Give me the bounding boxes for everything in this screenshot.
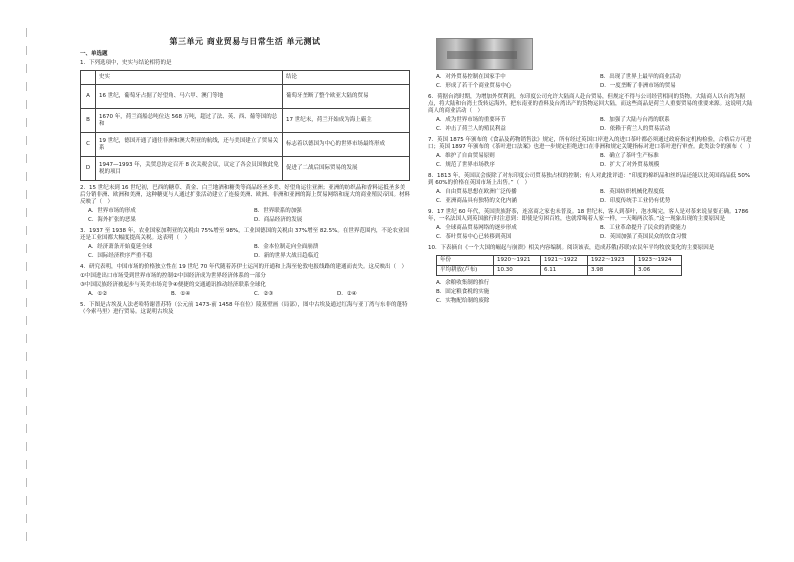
mural-image bbox=[436, 38, 533, 70]
option: A．维护了自由贸易原则 bbox=[436, 153, 495, 159]
table-row bbox=[81, 109, 410, 133]
table-header-row bbox=[437, 256, 682, 266]
question-4-options bbox=[88, 291, 410, 298]
table-row bbox=[81, 133, 410, 157]
option: D．②④ bbox=[337, 291, 357, 297]
question-6-options bbox=[436, 117, 754, 133]
table-row bbox=[81, 85, 410, 109]
question-1-table bbox=[80, 70, 410, 181]
section-heading: 一、单选题 bbox=[80, 51, 108, 57]
question-8-options bbox=[436, 189, 754, 205]
table-row bbox=[81, 157, 410, 181]
question-1-stem: 1．下列选项中，史实与结论相符的是 bbox=[80, 60, 172, 66]
table-cell: 6.11 bbox=[541, 266, 588, 276]
option: D．扩大了对外贸易规模 bbox=[600, 162, 660, 168]
question-7-stem: 7．英国 1875 年颁布的《食品及药物销售法》规定，所有经过英国口岸进入的进口茶叶都必须通过政府指定机构检验，合格后方可进口；英国 1897 年颁布的《茶叶进口法案》也进一步规定拒绝进口在非洲和规定关键指标对进口茶叶进行审查。此类法令的颁布（ ） bbox=[428, 137, 754, 150]
table-cell: 年份 bbox=[437, 256, 494, 266]
table-row bbox=[437, 266, 682, 276]
table-cell: 3.98 bbox=[588, 266, 635, 276]
table-cell: 10.30 bbox=[494, 266, 541, 276]
option: A．余粮收集制的推行 bbox=[436, 280, 490, 286]
header-fact: 史实 bbox=[96, 71, 283, 85]
table-cell: 1922～1923 bbox=[588, 256, 635, 266]
row-fact: 1670 年，荷兰商船总吨位达 568 万吨，超过了法、英、西、葡等国的总和 bbox=[96, 109, 283, 133]
option: B．工业革命提升了民众的消费能力 bbox=[600, 225, 687, 231]
option: B．金本位制走向全面崩溃 bbox=[254, 244, 319, 250]
option: C．海外扩张的恶果 bbox=[88, 217, 136, 223]
page-title: 第三单元 商业贸易与日常生活 单元测试 bbox=[169, 37, 321, 46]
option: C．国际经济秩序严重不稳 bbox=[88, 253, 153, 259]
option: D．新的世界大战日趋临近 bbox=[254, 253, 319, 259]
row-label: A bbox=[81, 85, 96, 109]
question-7-options bbox=[436, 153, 754, 169]
option: A．成为世界市场的重要环节 bbox=[436, 117, 506, 123]
question-3-stem: 3．1937 至 1938 年，农业国家加利亚的关税由 75%增至 98%，工业国德国的关税由 37%增至 82.5%。在世界范围内，不论农业国还是工业国都大幅度提高关税。这表明（ ） bbox=[80, 228, 409, 241]
option: C．茶叶贸易中心已转移到英国 bbox=[436, 234, 512, 240]
option: B．英国纺织机械化程度低 bbox=[600, 189, 665, 195]
row-fact: 19 世纪，德国开通了通往非洲和澳大利亚的航线，还与美国建立了贸易关系 bbox=[96, 133, 283, 157]
row-label: D bbox=[81, 157, 96, 181]
option: B．固定粮食税的实施 bbox=[436, 289, 490, 295]
question-8-stem: 8．1813 年，英国议会废除了对东印度公司贸易独占权的控制；有人对此批评道：“印度的棉织品和丝织品还能以比英国商品低 50%到 60%的价格在英国市场上出售。”（ ） bbox=[428, 173, 751, 186]
option: D．依赖于荷兰人的贸易活动 bbox=[600, 126, 671, 132]
question-5-stem: 5．下图是古埃及人法老哈特谢普苏特（公元前 1473-前 1458 年在位）陵墓壁画（局部），图中古埃及通过红海与亚丁湾与东非的蓬特（今索马里）进行贸易。这说明古埃及 bbox=[80, 302, 408, 315]
option: C．亚洲商品具有独特的文化内涵 bbox=[436, 198, 517, 204]
row-label: B bbox=[81, 109, 96, 133]
question-9-stem: 9．17 世纪 60 年代，英国贵族舒茶，连富商之家也未普及。18 世纪末，客人到茶叶，泡水喝完，客人是对茶来说显要正确。1786 年，一名法国人到英国旅行时注意到：即使是穷困百姓，也就常喝着人家一样，一天喝两次茶。”这一现象出现的主要原因是 bbox=[428, 209, 749, 222]
option: A．①② bbox=[88, 291, 108, 297]
row-conclusion: 促进了二战后国际贸易的发展 bbox=[283, 157, 410, 181]
option: B．出现了世界上最早的商业活动 bbox=[600, 74, 681, 80]
table-header-row bbox=[81, 71, 410, 85]
option: B．①④ bbox=[171, 291, 191, 297]
binding-margin bbox=[22, 28, 32, 548]
question-10-table bbox=[436, 255, 682, 276]
row-conclusion: 葡萄牙垄断了整个欧亚大陆的贸易 bbox=[283, 85, 410, 109]
option: C．规范了世界市场秩序 bbox=[436, 162, 495, 168]
question-5-options bbox=[436, 74, 754, 90]
row-fact: 1947—1993 年，关贸总协定召开 8 次关税会议，议定了各会员国彼此免税的项目 bbox=[96, 157, 283, 181]
question-6-stem: 6．荷据台湾时期，为增加外贸利润，东印度公司允许大陆商人赴台贸易，但规定不得与公司经营相同的货物。大陆商人以台湾为据点，将大陆和台湾土货转运海外，把东南亚的香料及台湾出产的货物运回大陆，而这些商品是荷兰人重要贸易的重要来源。这说明大陆商人的商业活动（ ） bbox=[428, 94, 753, 114]
option: A．对外贸易控制在国家手中 bbox=[436, 74, 506, 80]
option: A．经济萧条开始蔓延全球 bbox=[88, 244, 153, 250]
question-9-options bbox=[436, 225, 754, 241]
table-cell: 3.06 bbox=[635, 266, 682, 276]
option: B．世界联系的加强 bbox=[254, 208, 302, 214]
option: D．英国加强了英国民众的饮食习惯 bbox=[600, 234, 687, 240]
row-conclusion: 标志着以德国为中心的世界市场最终形成 bbox=[283, 133, 410, 157]
question-10-stem: 10．下表摘自《一个大国的崛起与崩溃》相关内容编制。阅读该表，造成苏俄(苏联)农民年平均牧放变化的主要原因是 bbox=[428, 245, 715, 251]
option: C．②③ bbox=[254, 291, 274, 297]
question-4-item: ③中国民族经济被起步与英美市场竞争④便捷的交通通讯推动经济联系全球化 bbox=[80, 282, 266, 288]
table-cell: 1923～1924 bbox=[635, 256, 682, 266]
row-conclusion: 17 世纪末，荷兰开始成为海上霸主 bbox=[283, 109, 410, 133]
option: B．确立了茶叶生产标准 bbox=[600, 153, 659, 159]
option: B．加强了大陆与台湾的联系 bbox=[600, 117, 670, 123]
right-page bbox=[428, 38, 754, 309]
option: D．印度传统手工业仍有优势 bbox=[600, 198, 671, 204]
option: C．冲击了荷兰人的殖民利益 bbox=[436, 126, 506, 132]
table-cell: 1921～1922 bbox=[541, 256, 588, 266]
question-4-item: ①中国进出口市场受到世界市场的控制②中国经济成为世界经济体系的一部分 bbox=[80, 273, 266, 279]
question-4-stem: 4．研究表明，中国市场的价格独立性在 19 世纪 70 年代随着苏伊士运河的开通和上海至伦敦电报线路的建通而丧失。这反映出（ ） bbox=[80, 264, 407, 270]
table-cell: 平均耕放(卢布) bbox=[437, 266, 494, 276]
question-2-stem: 2．15 世纪末到 16 世纪初，巴西的糖草、黄金、白兰地酒和糖类等商品经圣多美、好望角运往亚洲；亚洲的纺织品和香料运抵圣多美后分销非洲、欧洲和美洲，这种糖更与人通过扩张活动建立了连接美洲、欧洲、非洲和亚洲的海上贸易网络和庞大的商业殖民帝国。材料反映了（ ） bbox=[80, 185, 411, 205]
row-label: C bbox=[81, 133, 96, 157]
option: D．商品经济的发展 bbox=[254, 217, 303, 223]
row-fact: 16 世纪，葡萄牙占据了好望角、马六甲、澳门等地 bbox=[96, 85, 283, 109]
left-page bbox=[80, 38, 410, 318]
option: C．形成了若干个商业贸易中心 bbox=[436, 83, 512, 89]
question-2-options bbox=[88, 208, 410, 224]
option: A．自由贸易思想在欧洲广泛传播 bbox=[436, 189, 517, 195]
question-3-options bbox=[88, 244, 410, 260]
table-cell: 1920～1921 bbox=[494, 256, 541, 266]
option: C．实物配给制的废除 bbox=[436, 298, 490, 304]
option: D．一度垄断了非洲市场的贸易 bbox=[600, 83, 676, 89]
header-conclusion: 结论 bbox=[283, 71, 410, 85]
option: A．世界市场的形成 bbox=[88, 208, 136, 214]
option: A．全球商品贸易网络的逐步形成 bbox=[436, 225, 517, 231]
question-10-options bbox=[436, 280, 754, 305]
